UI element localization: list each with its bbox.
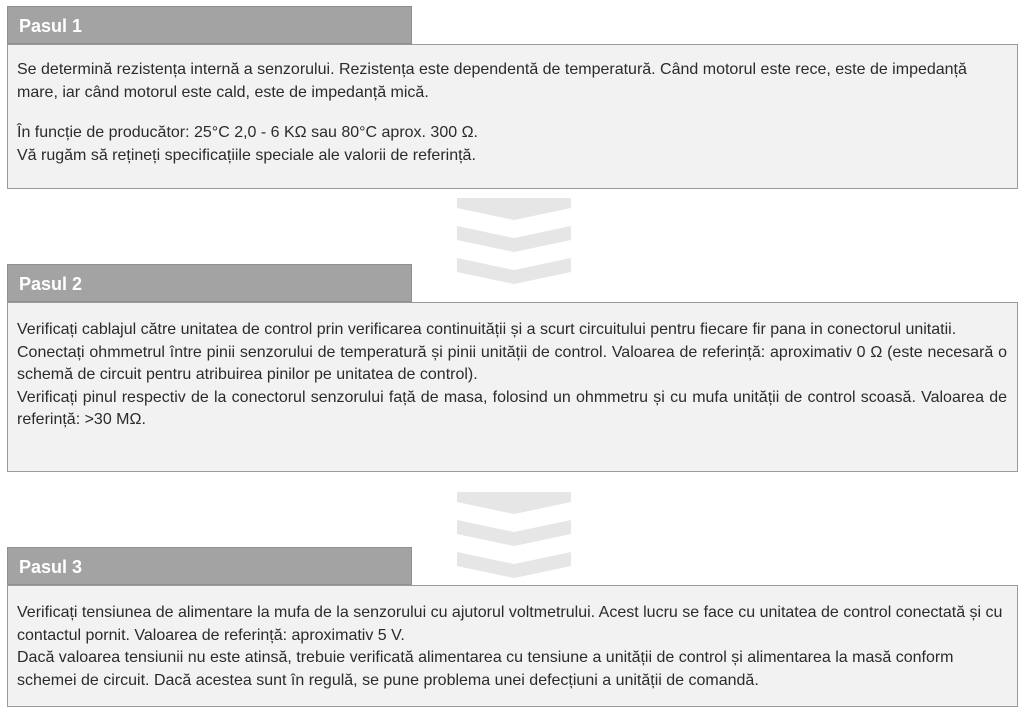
- chevron-down-icon: [457, 198, 571, 284]
- step-3-box: [7, 585, 1018, 707]
- step-2-box: [7, 302, 1018, 472]
- step-2-header: [7, 264, 412, 302]
- step-2-text-1: Verificați cablajul către unitatea de control prin verificarea continuității și a scurt circuitului pentru fiecare fir pana in conectorul unitatii.: [17, 321, 957, 338]
- step-1-title: Pasul 1: [19, 16, 83, 36]
- step-3-text-2: Dacă valoarea tensiunii nu este atinsă, trebuie verificată alimentarea cu tensiune a unității de control și alimentarea la masă conform schemei de circuit. Dacă acestea sunt în regulă, se pune problema unei defecțiuni a unității de comandă.: [17, 649, 954, 689]
- step-2-text-3: Verificați pinul respectiv de la conectorul senzorului față de masa, folosind un ohmmetru și cu mufa unității de control scoasă. Valoarea de referință: >30 MΩ.: [17, 388, 1007, 428]
- step-3-text-1: Verificați tensiunea de alimentare la mufa de la senzorului cu ajutorul voltmetrului. Acest lucru se face cu unitatea de control conectată și cu contactul pornit. Valoarea de referință: aproximativ 5 V.: [17, 604, 1003, 644]
- step-1-text-1: Se determină rezistența internă a senzorului. Rezistența este dependentă de temperatură. Când motorul este rece, este de impedanță mare, iar când motorul este cald, este de impedanță mică.: [17, 61, 967, 101]
- step-1-box: [7, 44, 1018, 189]
- step-1-text-2: În funcție de producător: 25°C 2,0 - 6 KΩ sau 80°C aprox. 300 Ω.: [17, 124, 478, 141]
- chevron-down-icon: [457, 492, 571, 578]
- step-2-title: Pasul 2: [19, 274, 83, 294]
- step-2-text-2: Conectați ohmmetrul între pinii senzorului de temperatură și pinii unității de control. Valoarea de referință: aproximativ 0 Ω (este necesară o schemă de circuit pentru atribuirea pinilor pe unitatea de control).: [17, 343, 1007, 383]
- step-1-header: [7, 6, 412, 44]
- step-1-text-3: Vă rugăm să rețineți specificațiile speciale ale valorii de referință.: [17, 146, 476, 164]
- step-3-header: [7, 547, 412, 585]
- step-3-title: Pasul 3: [19, 557, 83, 577]
